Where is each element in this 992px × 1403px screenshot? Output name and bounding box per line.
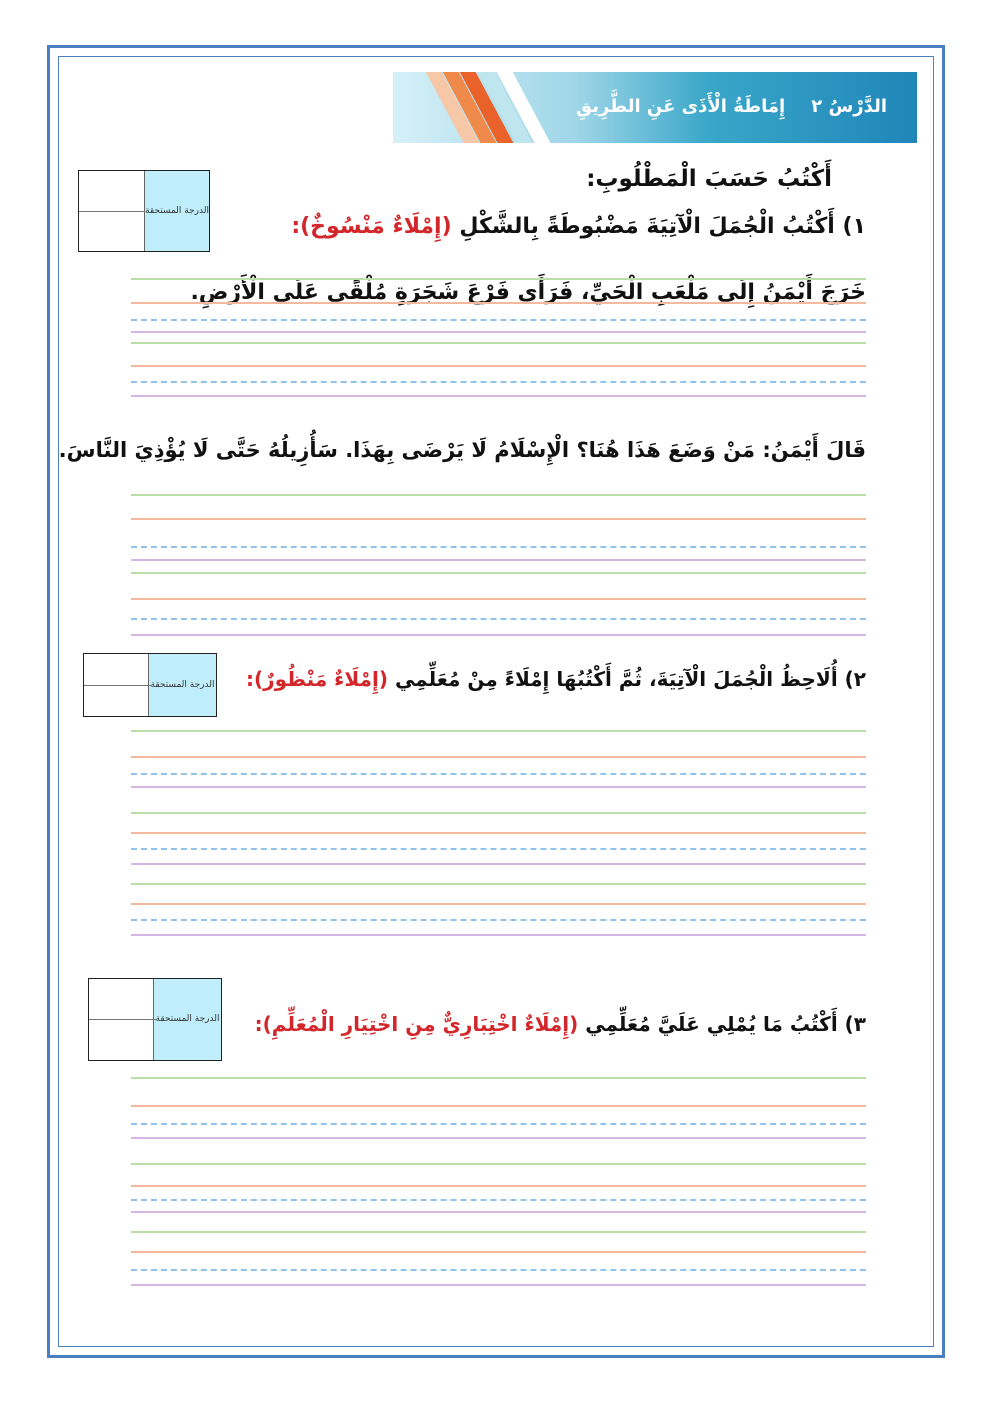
grade-box-q3 bbox=[88, 978, 222, 1061]
q1-sentence-2: قَالَ أَيْمَنُ: مَنْ وَضَعَ هَذَا هُنَا؟ الْإِسْلَامُ لَا يَرْضَى بِهَذَا. سَأُزِيلُهُ حَتَّى لَا يُؤْذِيَ النَّاسَ. bbox=[58, 438, 866, 462]
lesson-header-text bbox=[550, 96, 887, 117]
q2-prompt-text: ٢) أُلَاحِظُ الْجُمَلَ الْآتِيَةَ، ثُمَّ أَكْتُبُهَا إِمْلَاءً مِنْ مُعَلِّمِي bbox=[394, 667, 866, 691]
lesson-title: إِمَاطَةُ الْأَذَى عَنِ الطَّرِيقِ bbox=[576, 96, 786, 117]
writing-lines-2 bbox=[131, 494, 866, 642]
lesson-label: الدَّرْسُ ٢ bbox=[811, 96, 887, 117]
writing-lines-4 bbox=[131, 1077, 866, 1292]
grade-label: الدرجة المستحقة bbox=[144, 171, 209, 251]
writing-lines-1 bbox=[131, 278, 866, 408]
q3-tag: (إِمْلَاءٌ اخْتِبَارِيٌّ مِنِ اخْتِيَارِ الْمُعَلِّمِ): bbox=[254, 1012, 579, 1036]
writing-lines-3 bbox=[131, 730, 866, 960]
q2-prompt bbox=[246, 667, 866, 691]
q3-prompt bbox=[255, 1012, 866, 1036]
q1-prompt bbox=[291, 214, 866, 239]
grade-box-q1 bbox=[78, 170, 210, 252]
q2-tag: (إِمْلَاءٌ مَنْظُورٌ): bbox=[245, 667, 388, 691]
grade-box-q2 bbox=[83, 653, 217, 717]
grade-label: الدرجة المستحقة bbox=[153, 979, 221, 1060]
lesson-header bbox=[393, 72, 917, 143]
q1-prompt-text: ١) أَكْتُبُ الْجُمَلَ الْآتِيَةَ مَضْبُوطَةً بِالشَّكْلِ bbox=[459, 214, 866, 239]
q1-tag: (إِمْلَاءٌ مَنْسُوخٌ): bbox=[291, 214, 452, 239]
q1-sentence-1: خَرَجَ أَيْمَنُ إِلَى مَلْعَبِ الْحَيِّ، فَرَأَى فَرْعَ شَجَرَةٍ مُلْقًى عَلَى الْأَرْضِ. bbox=[190, 280, 866, 305]
grade-label: الدرجة المستحقة bbox=[148, 654, 216, 716]
q3-prompt-text: ٣) أَكْتُبُ مَا يُمْلِي عَلَيَّ مُعَلِّمِي bbox=[585, 1012, 866, 1036]
instruction-heading: أَكْتُبُ حَسَبَ الْمَطْلُوبِ: bbox=[586, 166, 832, 192]
